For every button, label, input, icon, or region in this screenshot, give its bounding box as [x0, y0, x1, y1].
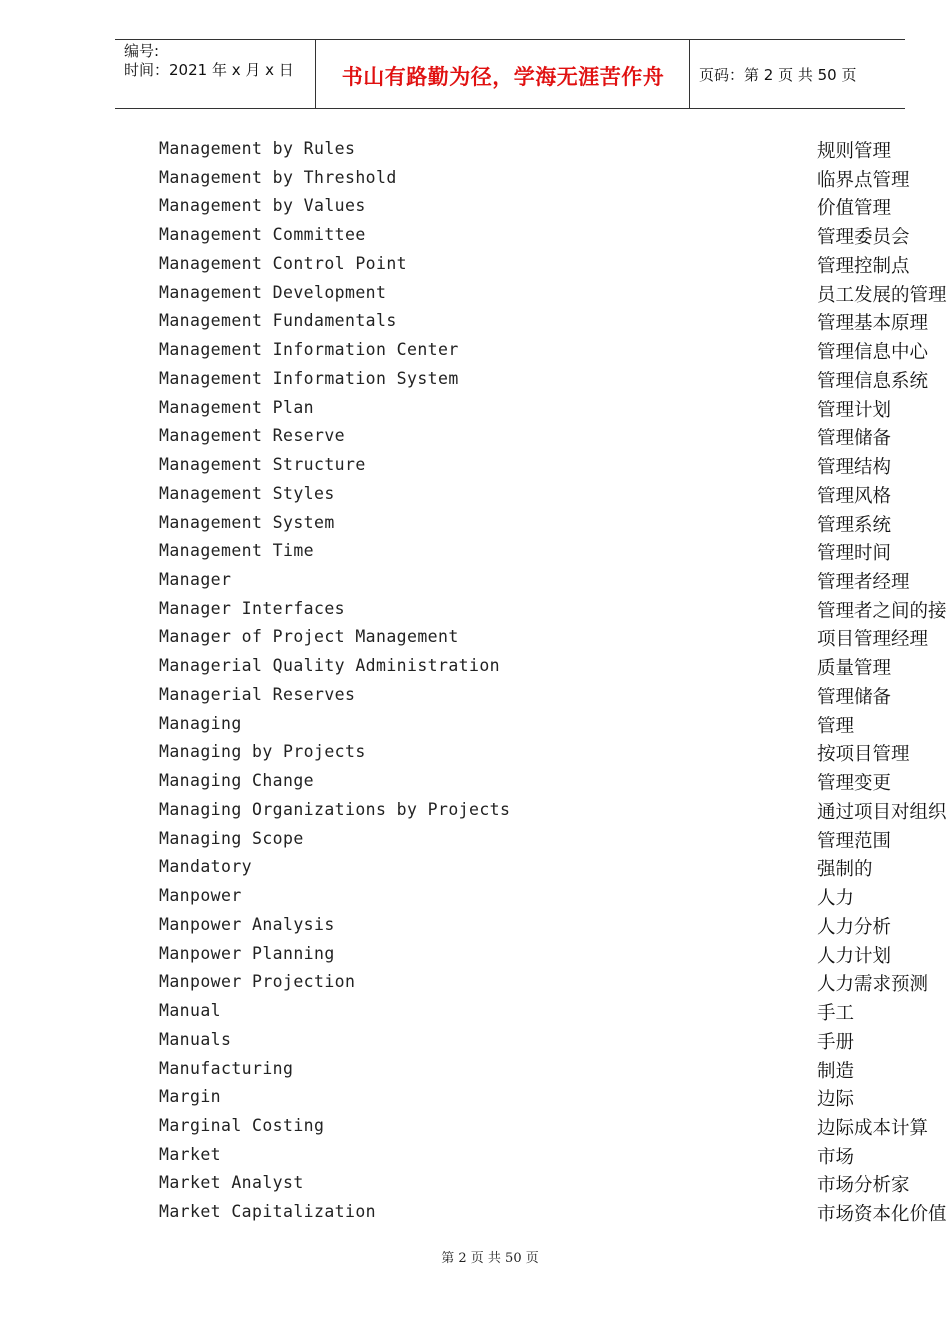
glossary-row	[0, 250, 950, 279]
glossary-row	[0, 221, 950, 250]
glossary-translation: 手工	[817, 1003, 855, 1025]
glossary-translation: 市场分析家	[817, 1175, 910, 1197]
glossary-translation: 手册	[817, 1031, 855, 1053]
glossary-term: Managing Change	[159, 771, 315, 791]
glossary-row	[0, 997, 950, 1026]
glossary-term: Market Analyst	[159, 1173, 304, 1193]
glossary-row	[0, 710, 950, 739]
glossary-term: Market	[159, 1144, 222, 1164]
glossary-translation: 人力需求预测	[817, 974, 929, 996]
glossary-term: Management Plan	[159, 397, 315, 417]
glossary-translation: 管理者经理	[817, 572, 910, 594]
glossary-translation: 管理范围	[817, 830, 892, 852]
glossary-term: Management by Threshold	[159, 167, 397, 187]
glossary-term: Management Information System	[159, 368, 459, 388]
glossary-translation: 制造	[817, 1060, 855, 1082]
header-page-cell	[690, 40, 905, 108]
glossary-list	[0, 135, 950, 1227]
glossary-row	[0, 968, 950, 997]
glossary-row	[0, 394, 950, 423]
glossary-term: Managerial Reserves	[159, 684, 356, 704]
glossary-translation: 管理风格	[817, 485, 892, 507]
glossary-row	[0, 853, 950, 882]
glossary-translation: 管理	[817, 715, 855, 737]
glossary-row	[0, 1169, 950, 1198]
glossary-translation: 管理系统	[817, 514, 892, 536]
glossary-translation: 员工发展的管理	[817, 284, 947, 306]
glossary-translation: 临界点管理	[817, 169, 910, 191]
glossary-term: Management Control Point	[159, 253, 408, 273]
glossary-row	[0, 911, 950, 940]
glossary-translation: 管理信息系统	[817, 370, 929, 392]
glossary-term: Managing	[159, 713, 242, 733]
glossary-term: Management by Rules	[159, 139, 356, 158]
glossary-translation: 市场	[817, 1146, 855, 1168]
glossary-term: Manager of Project Management	[159, 627, 459, 647]
glossary-term: Manpower Projection	[159, 972, 356, 992]
glossary-translation: 管理委员会	[817, 227, 910, 249]
glossary-translation: 质量管理	[817, 658, 892, 680]
glossary-term: Managing Scope	[159, 828, 304, 848]
glossary-translation: 管理信息中心	[817, 342, 929, 364]
glossary-row	[0, 623, 950, 652]
document-id-label: 编号:	[124, 42, 160, 60]
glossary-row	[0, 738, 950, 767]
glossary-translation: 管理控制点	[817, 255, 910, 277]
glossary-term: Manual	[159, 1001, 222, 1021]
glossary-translation: 管理储备	[817, 428, 892, 450]
glossary-term: Manpower	[159, 886, 242, 906]
glossary-term: Managing Organizations by Projects	[159, 799, 511, 819]
glossary-term: Marginal Costing	[159, 1115, 325, 1135]
glossary-translation: 按项目管理	[817, 744, 910, 766]
glossary-term: Management Committee	[159, 225, 366, 245]
glossary-row	[0, 1026, 950, 1055]
glossary-term: Management Reserve	[159, 426, 346, 446]
glossary-term: Mandatory	[159, 857, 253, 877]
glossary-row	[0, 307, 950, 336]
glossary-translation: 管理者之间的接	[817, 600, 947, 622]
glossary-term: Management Styles	[159, 483, 335, 503]
glossary-row	[0, 1055, 950, 1084]
glossary-translation: 管理基本原理	[817, 313, 929, 335]
glossary-row	[0, 336, 950, 365]
glossary-row	[0, 882, 950, 911]
glossary-row	[0, 652, 950, 681]
glossary-row	[0, 1083, 950, 1112]
glossary-row	[0, 164, 950, 193]
header-meta-cell	[115, 40, 316, 108]
glossary-translation: 管理储备	[817, 686, 892, 708]
glossary-row	[0, 1141, 950, 1170]
glossary-row	[0, 566, 950, 595]
glossary-translation: 边际	[817, 1089, 855, 1111]
glossary-term: Management Development	[159, 282, 387, 302]
glossary-row	[0, 480, 950, 509]
glossary-translation: 通过项目对组织	[817, 801, 947, 823]
glossary-row	[0, 796, 950, 825]
glossary-term: Manuals	[159, 1029, 232, 1049]
glossary-row	[0, 681, 950, 710]
glossary-row	[0, 192, 950, 221]
glossary-row	[0, 509, 950, 538]
glossary-row	[0, 1112, 950, 1141]
glossary-term: Management Time	[159, 541, 315, 561]
glossary-term: Managing by Projects	[159, 742, 366, 762]
glossary-row	[0, 451, 950, 480]
glossary-translation: 人力分析	[817, 916, 892, 938]
glossary-row	[0, 537, 950, 566]
glossary-translation: 规则管理	[817, 141, 892, 162]
glossary-translation: 管理变更	[817, 773, 892, 795]
glossary-term: Management Structure	[159, 455, 366, 475]
glossary-row	[0, 365, 950, 394]
glossary-translation: 管理计划	[817, 399, 892, 421]
glossary-term: Manpower Analysis	[159, 914, 335, 934]
glossary-translation: 人力	[817, 888, 855, 910]
document-time-label: 时间：2021 年 x 月 x 日	[124, 61, 294, 79]
glossary-translation: 边际成本计算	[817, 1117, 929, 1139]
glossary-term: Manufacturing	[159, 1058, 294, 1078]
glossary-term: Margin	[159, 1087, 222, 1107]
glossary-term: Management by Values	[159, 196, 366, 216]
glossary-row	[0, 135, 950, 164]
glossary-translation: 管理结构	[817, 457, 892, 479]
glossary-term: Manpower Planning	[159, 943, 335, 963]
glossary-row	[0, 1198, 950, 1227]
glossary-translation: 市场资本化价值	[817, 1204, 947, 1226]
glossary-row	[0, 422, 950, 451]
header-motto-cell	[316, 40, 690, 108]
glossary-translation: 人力计划	[817, 945, 892, 967]
glossary-term: Manager	[159, 570, 232, 590]
document-header	[115, 39, 905, 109]
glossary-term: Market Capitalization	[159, 1202, 377, 1222]
glossary-row	[0, 595, 950, 624]
header-page-number: 页码：第 2 页 共 50 页	[699, 66, 857, 84]
glossary-translation: 管理时间	[817, 543, 892, 565]
glossary-translation: 强制的	[817, 859, 873, 881]
glossary-row	[0, 940, 950, 969]
glossary-term: Management Fundamentals	[159, 311, 397, 331]
glossary-row	[0, 825, 950, 854]
header-motto: 书山有路勤为径，学海无涯苦作舟	[341, 64, 665, 89]
glossary-translation: 项目管理经理	[817, 629, 929, 651]
page-footer: 第 2 页 共 50 页	[441, 1251, 539, 1266]
glossary-row	[0, 279, 950, 308]
glossary-term: Managerial Quality Administration	[159, 656, 501, 676]
glossary-term: Management System	[159, 512, 335, 532]
glossary-term: Management Information Center	[159, 340, 459, 360]
glossary-row	[0, 767, 950, 796]
glossary-translation: 价值管理	[817, 198, 892, 220]
glossary-term: Manager Interfaces	[159, 598, 346, 618]
